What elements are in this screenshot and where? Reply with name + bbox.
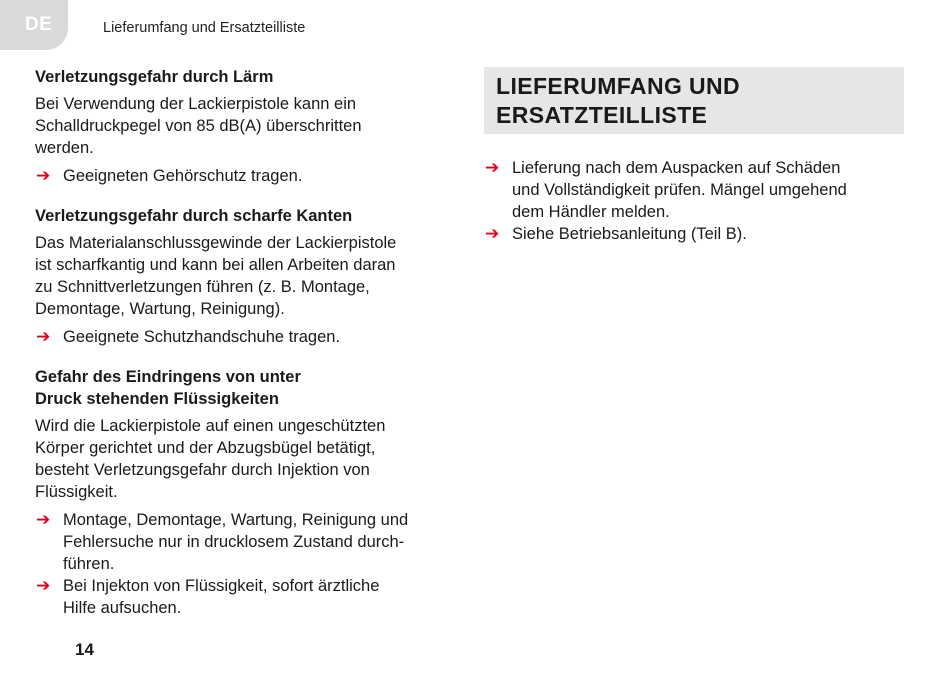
safety-section [35,205,460,348]
instruction-list [35,165,460,187]
section-heading-line: Druck stehenden Flüssigkeiten [35,390,279,408]
chapter-title-line: ERSATZTEILLISTE [496,102,708,128]
paragraph-line: Flüssigkeit. [35,483,118,501]
paragraph-line: besteht Verletzungsgefahr durch Injektion von [35,461,370,479]
section-paragraph [35,93,460,159]
instruction-line: Geeignete Schutzhandschuhe tragen. [63,328,341,346]
instruction-line: Lieferung nach dem Auspacken auf Schäden [512,159,841,177]
instruction-line: Fehlersuche nur in drucklosem Zustand durch- [63,533,405,551]
instruction-line: und Vollständigkeit prüfen. Mängel umgehend [512,181,847,199]
paragraph-line: Bei Verwendung der Lackierpistole kann ein [35,95,357,113]
language-code: DE [25,14,53,35]
paragraph-line: Demontage, Wartung, Reinigung). [35,300,285,318]
section-heading-line: Gefahr des Eindringens von unter [35,368,301,386]
safety-section [35,366,460,619]
arrow-right-icon: ➔ [485,224,500,243]
instruction-line: führen. [63,555,115,573]
instruction-item [35,575,460,619]
page-number: 14 [75,640,94,659]
paragraph-line: Das Materialanschlussgewinde der Lackierpistole [35,234,397,252]
chapter-title-line: LIEFERUMFANG UND [496,73,741,99]
right-column [484,67,904,245]
arrow-right-icon: ➔ [36,327,51,346]
safety-section [35,66,460,187]
section-heading-line: Verletzungsgefahr durch scharfe Kanten [35,207,353,225]
paragraph-line: Körper gerichtet und der Abzugsbügel betätigt, [35,439,376,457]
paragraph-line: ist scharfkantig und kann bei allen Arbeiten daran [35,256,396,274]
instruction-line: Bei Injekton von Flüssigkeit, sofort ärztliche [63,577,380,595]
instruction-line: Hilfe aufsuchen. [63,599,182,617]
section-paragraph [35,232,460,320]
section-heading [35,366,460,410]
paragraph-line: Schalldruckpegel von 85 dB(A) überschritten [35,117,362,135]
arrow-right-icon: ➔ [36,510,51,529]
section-heading [35,205,460,227]
paragraph-line: werden. [35,139,94,157]
section-paragraph [35,415,460,503]
instruction-line: Montage, Demontage, Wartung, Reinigung und [63,511,409,529]
arrow-right-icon: ➔ [485,158,500,177]
section-heading-line: Verletzungsgefahr durch Lärm [35,68,274,86]
left-column [35,66,460,635]
instruction-line: dem Händler melden. [512,203,670,221]
instruction-item [35,165,460,187]
language-tab [0,0,68,50]
instruction-item [35,326,460,348]
paragraph-line: Wird die Lackierpistole auf einen ungeschützten [35,417,386,435]
arrow-right-icon: ➔ [36,576,51,595]
instruction-line: Geeigneten Gehörschutz tragen. [63,167,303,185]
instruction-item [484,223,904,245]
instruction-list [35,326,460,348]
instruction-item [35,509,460,575]
running-header: Lieferumfang und Ersatzteilliste [103,20,306,36]
instruction-item [484,157,904,223]
paragraph-line: zu Schnittverletzungen führen (z. B. Montage, [35,278,370,296]
section-heading [35,66,460,88]
instruction-line: Siehe Betriebsanleitung (Teil B). [512,225,747,243]
chapter-title-box [484,67,904,134]
instruction-list [35,509,460,619]
arrow-right-icon: ➔ [36,166,51,185]
delivery-bullet-list [484,157,904,245]
